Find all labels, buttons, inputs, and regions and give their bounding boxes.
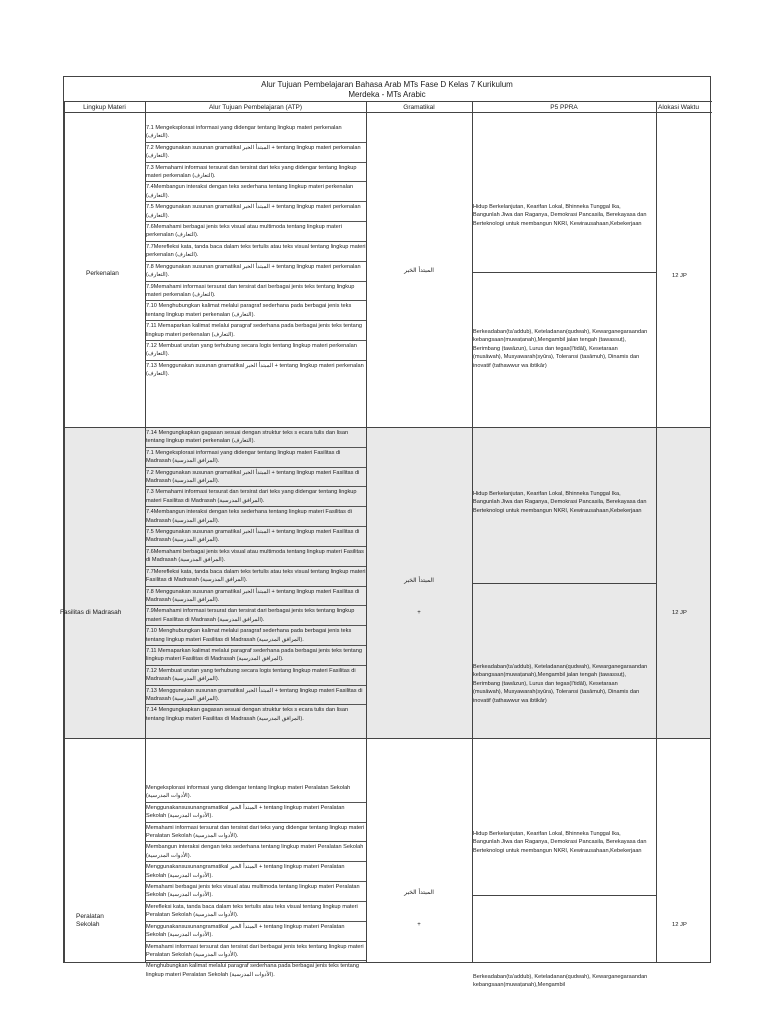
atp-item: 7.9Memahami informasi tersurat dan tersirat dari berbagai jenis teks tentang lingkup materi Fasilitas di Madrasah (المرافق المدرسية). — [145, 606, 366, 626]
atp-item: 7.11 Memaparkan kalimat melalui paragraf sederhana pada berbagai jenis teks tentang lingkup materi Fasilitas di Madrasah (المرافق المدرسية). — [145, 646, 366, 666]
atp-item: 7.8 Menggunakan susunan gramatikal المبتدأ الخبر + tentang lingkup materi perkenalan (التعارف). — [145, 262, 366, 282]
atp-item: 7.7Merefleksi kata, tanda baca dalam teks tertulis atau teks visual tentang lingkup materi Fasilitas di Madrasah (المرافق المدرسية). — [145, 567, 366, 587]
column-divider — [64, 101, 65, 962]
header-gramatikal: Gramatikal — [366, 101, 472, 113]
atp-item: 7.6Memahami berbagai jenis teks visual atau multimoda tentang lingkup materi perkenalan (التعارف). — [145, 222, 366, 242]
atp-item: Menggunakansusunangramatikal المبتدأ الخبر + tentang lingkup materi Peralatan Sekolah (الأدوات المدرسية). — [145, 803, 366, 823]
ppra-divider — [472, 583, 656, 584]
header-atp: Alur Tujuan Pembelajaran (ATP) — [145, 101, 366, 113]
atp-item: 7.4Membangun interaksi dengan teks sederhana tentang lingkup materi Fasilitas di Madrasah (المرافق المدرسية). — [145, 507, 366, 527]
document-page — [60, 76, 711, 989]
alokasi-fasilitas: 12 JP — [672, 610, 687, 616]
alokasi-peralatan: 12 JP — [672, 922, 687, 928]
atp-item: 7.3 Memahami informasi tersurat dan tersirat dari teks yang didengar tentang lingkup materi perkenalan (التعارف). — [145, 163, 366, 183]
title-line-1: Alur Tujuan Pembelajaran Bahasa Arab MTs Fase D Kelas 7 Kurikulum — [261, 80, 513, 89]
atp-item: 7.5 Menggunakan susunan gramatikal المبتدأ الخبر + tentang lingkup materi Fasilitas di Madrasah (المرافق المدرسية). — [145, 527, 366, 547]
document-title — [64, 80, 710, 100]
atp-item: Memahami informasi tersurat dan tersirat dari teks yang didengar tentang lingkup materi Peralatan Sekolah (الأدوات المدرسية). — [145, 823, 366, 843]
atp-item: 7.14 Mengungkapkan gagasan sesuai dengan struktur teks s ecara tulis dan lisan tentang lingkup materi Fasilitas di Madrasah (المرافق المدرسية). — [146, 707, 349, 722]
atp-item: 7.2 Menggunakan susunan gramatikal المبتدأ الخبر + tentang lingkup materi Fasilitas di Madrasah (المرافق المدرسية). — [145, 468, 366, 488]
gramatikal-plus-peralatan: + — [417, 922, 421, 928]
atp-item: Memahami berbagai jenis teks visual atau multimoda tentang lingkup materi Peralatan Sekolah (الأدوات المدرسية). — [145, 882, 366, 902]
atp-item: 7.12 Membuat urutan yang terhubung secara logis tentang lingkup materi Fasilitas di Madrasah (المرافق المدرسية). — [145, 666, 366, 686]
atp-item: 7.1 Mengeksplorasi informasi yang didengar tentang lingkup materi Fasilitas di Madrasah (المرافق المدرسية). — [145, 448, 366, 468]
atp-item: 7.11 Memaparkan kalimat melalui paragraf sederhana pada berbagai jenis teks tentang lingkup materi perkenalan (التعارف). — [145, 321, 366, 341]
header-alokasi-waktu: Alokasi Waktu — [656, 101, 712, 113]
column-divider — [656, 101, 657, 962]
atp-item: 7.10 Menghubungkan kalimat melalui paragraf sederhana pada berbagai jenis teks tentang lingkup materi perkenalan (التعارف). — [145, 301, 366, 321]
atp-list-perkenalan — [145, 123, 366, 380]
atp-item: Menggunakansusunangramatikal المبتدأ الخبر + tentang lingkup materi Peralatan Sekolah (الأدوات المدرسية). — [145, 862, 366, 882]
atp-item: Membangun interaksi dengan teks sederhana tentang lingkup materi Peralatan Sekolah (الأدوات المدرسية). — [145, 842, 366, 862]
header-lingkup-materi: Lingkup Materi — [64, 101, 145, 113]
ppra-2-perkenalan: Berkeadaban(ta'addub), Keteladanan(qudwah), Kewarganegaraandan kebangsaan(muwaṭanah),Mengambil jalan tengah (tawassuṭ), Berimbang (tawāzun), Lurus dan tegas(I'tidāl), Kesetaraan (musāwah), Musyawarah(syūra), Toleransi (tasāmuh), Dinamis dan inovatif (tathawwur wa ibtikâr) — [473, 329, 648, 369]
atp-item: 7.8 Menggunakan susunan gramatikal المبتدأ الخبر + tentang lingkup materi Fasilitas di Madrasah (المرافق المدرسية). — [145, 587, 366, 607]
gramatikal-peralatan: المبتدأ الخبر — [404, 889, 434, 896]
atp-item: 7.12 Membuat urutan yang terhubung secara logis tentang lingkup materi perkenalan (التعارف). — [145, 341, 366, 361]
ppra-2-peralatan: Berkeadaban(ta'addub), Keteladanan(qudwah), Kewarganegaraandan kebangsaan(muwaṭanah),Mengambil — [473, 974, 648, 989]
ppra-1-peralatan: Hidup Berkelanjutan, Kearifan Lokal, Bhinneka Tunggal Ika, Bangunlah Jiwa dan Raganya, Demokrasi Pancasila, Berekayasa dan Berteknologi untuk membangun NKRI, Kewirausahaan,Kebekerjaan — [473, 831, 647, 854]
atp-item: Mengeksplorasi informasi yang didengar tentang lingkup materi Peralatan Sekolah (الأدوات المدرسية). — [145, 783, 366, 803]
lingkup-materi-perkenalan: Perkenalan — [86, 270, 119, 277]
atp-item: Merefleksi kata, tanda baca dalam teks tertulis atau teks visual tentang lingkup materi Peralatan Sekolah (الأدوات المدرسية). — [145, 902, 366, 922]
lingkup-materi-fasilitas: Fasilitas di Madrasah — [60, 609, 122, 616]
atp-item: 7.4Membangun interaksi dengan teks sederhana tentang lingkup materi perkenalan (التعارف). — [145, 182, 366, 202]
lingkup-materi-peralatan: Peralatan Sekolah — [76, 913, 104, 928]
atp-item: 7.6Memahami berbagai jenis teks visual atau multimoda tentang lingkup materi Fasilitas di Madrasah (المرافق المدرسية). — [145, 547, 366, 567]
atp-item: 7.14 Mengungkapkan gagasan sesuai dengan struktur teks s ecara tulis dan lisan tentang lingkup materi perkenalan (التعارف). — [145, 428, 366, 448]
gramatikal-perkenalan: المبتدأ الخبر — [404, 267, 434, 274]
atp-item: 7.10 Menghubungkan kalimat melalui paragraf sederhana pada berbagai jenis teks tentang lingkup materi Fasilitas di Madrasah (المرافق المدرسية). — [145, 626, 366, 646]
atp-list-peralatan — [145, 783, 366, 980]
column-divider — [366, 101, 367, 962]
atp-item: 7.9Memahami informasi tersurat dan tersirat dari berbagai jenis teks tentang lingkup materi perkenalan (التعارف). — [145, 282, 366, 302]
atp-item: 7.13 Menggunakan susunan gramatikal المبتدأ الخبر + tentang lingkup materi perkenalan (التعارف). — [146, 362, 364, 378]
title-line-2: Merdeka - MTs Arabic — [348, 90, 426, 99]
atp-item: 7.1 Mengeksplorasi informasi yang didengar tentang lingkup materi perkenalan (التعارف). — [145, 123, 366, 143]
ppra-divider — [472, 895, 656, 896]
alokasi-perkenalan: 12 JP — [672, 273, 687, 279]
atp-item: 7.13 Menggunakan susunan gramatikal المبتدأ الخبر + tentang lingkup materi Fasilitas di Madrasah (المرافق المدرسية). — [145, 686, 366, 706]
atp-item: 7.5 Menggunakan susunan gramatikal المبتدأ الخبر + tentang lingkup materi perkenalan (التعارف). — [145, 202, 366, 222]
atp-item: Menghubungkan kalimat melalui paragraf sederhana pada berbagai jenis teks tentang lingkup materi Peralatan Sekolah (الأدوات المدرسية). — [146, 963, 360, 978]
atp-item: Menggunakansusunangramatikal المبتدأ الخبر + tentang lingkup materi Peralatan Sekolah (الأدوات المدرسية). — [145, 922, 366, 942]
atp-list-fasilitas — [145, 428, 366, 724]
section-divider — [64, 738, 710, 739]
ppra-divider — [472, 272, 656, 273]
atp-item: 7.2 Menggunakan susunan gramatikal المبتدأ الخبر + tentang lingkup materi perkenalan (التعارف). — [145, 143, 366, 163]
atp-item: 7.7Merefleksi kata, tanda baca dalam teks tertulis atau teks visual tentang lingkup materi perkenalan (التعارف). — [145, 242, 366, 262]
ppra-1-fasilitas: Hidup Berkelanjutan, Kearifan Lokal, Bhinneka Tunggal Ika, Bangunlah Jiwa dan Raganya, Demokrasi Pancasila, Berekayasa dan Berteknologi untuk membangun NKRI, Kewirausahaan,Kebekerjaan — [473, 491, 647, 514]
gramatikal-fasilitas: المبتدأ الخبر — [404, 577, 434, 584]
gramatikal-plus-fasilitas: + — [417, 610, 421, 616]
header-p5-ppra: P5 PPRA — [472, 101, 656, 113]
ppra-1-perkenalan: Hidup Berkelanjutan, Kearifan Lokal, Bhinneka Tunggal Ika, Bangunlah Jiwa dan Raganya, Demokrasi Pancasila, Berekayasa dan Berteknologi untuk membangun NKRI, Kewirausahaan,Kebekerjaan — [473, 204, 647, 227]
atp-item: Memahami informasi tersurat dan tersirat dari berbagai jenis teks tentang lingkup materi Peralatan Sekolah (الأدوات المدرسية). — [145, 942, 366, 962]
ppra-2-fasilitas: Berkeadaban(ta'addub), Keteladanan(qudwah), Kewarganegaraandan kebangsaan(muwaṭanah),Mengambil jalan tengah (tawassuṭ), Berimbang (tawāzun), Lurus dan tegas(I'tidāl), Kesetaraan (musāwah), Musyawarah(syūra), Toleransi (tasāmuh), Dinamis dan inovatif (tathawwur wa ibtikâr) — [473, 664, 648, 704]
atp-item: 7.3 Memahami informasi tersurat dan tersirat dari teks yang didengar tentang lingkup materi Fasilitas di Madrasah (المرافق المدرسية). — [145, 487, 366, 507]
